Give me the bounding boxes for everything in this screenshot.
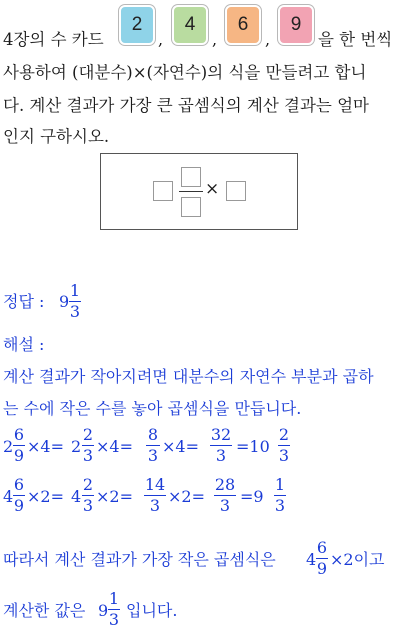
explanation-line-2: 는 수에 작은 수를 놓아 곱셈식을 만듭니다. <box>3 399 302 418</box>
line6-denominator: 3 <box>108 610 120 629</box>
fraction-bar <box>179 191 203 192</box>
eq2-num-2: 2 <box>82 475 94 494</box>
eq1-num-3: 8 <box>147 425 159 444</box>
eq2-num-1: 6 <box>13 475 25 494</box>
eq2-times-3: ×2= <box>168 487 205 506</box>
answer-numerator: 1 <box>69 281 81 300</box>
line6-end: 입니다. <box>126 601 178 620</box>
eq2-whole-1: 4 <box>3 487 14 506</box>
card-value: 4 <box>184 14 196 35</box>
eq2-num-5: 1 <box>274 475 286 494</box>
answer-whole: 9 <box>59 292 70 311</box>
line6-whole: 9 <box>98 601 109 620</box>
number-card-2 <box>119 5 155 45</box>
answer-label: 정답 : <box>3 292 45 311</box>
eq1-den-3: 3 <box>147 446 159 465</box>
question-line-3: 다. 계산 결과가 가장 큰 곱셈식의 계산 결과는 얼마 <box>3 96 369 115</box>
whole-box <box>153 181 173 201</box>
card-value: 9 <box>290 14 302 35</box>
question-line-1-end: 을 한 번씩 <box>318 30 393 49</box>
line5-denominator: 9 <box>316 559 328 578</box>
number-card-9 <box>278 5 314 45</box>
eq2-result-whole: =9 <box>240 487 264 506</box>
eq1-times-1: ×4= <box>27 437 64 456</box>
expression-panel <box>100 153 298 230</box>
eq1-result-whole: =10 <box>236 437 270 456</box>
line5-whole: 4 <box>306 550 317 569</box>
multiplier-box <box>226 181 246 201</box>
eq1-whole-1: 2 <box>3 437 14 456</box>
card-value: 2 <box>131 14 143 35</box>
comma: , <box>265 30 271 49</box>
eq2-times-1: ×2= <box>27 487 64 506</box>
eq2-den-5: 3 <box>274 496 286 515</box>
eq1-num-2: 2 <box>82 425 94 444</box>
eq1-times-2: ×4= <box>96 437 133 456</box>
eq2-den-3: 3 <box>149 496 161 515</box>
eq2-whole-2: 4 <box>71 487 82 506</box>
eq2-num-4: 28 <box>214 475 236 494</box>
eq2-den-4: 3 <box>219 496 231 515</box>
denominator-box <box>181 197 201 217</box>
explanation-line-5: 따라서 계산 결과가 가장 작은 곱셈식은 <box>3 550 276 569</box>
eq1-num-5: 2 <box>278 425 290 444</box>
comma: , <box>158 30 164 49</box>
numerator-box <box>181 167 201 187</box>
eq2-den-1: 9 <box>13 496 25 515</box>
eq1-whole-2: 2 <box>71 437 82 456</box>
eq2-den-2: 3 <box>82 496 94 515</box>
question-line-4: 인지 구하시오. <box>3 127 110 146</box>
explanation-line-6: 계산한 값은 <box>3 601 86 620</box>
answer-denominator: 3 <box>69 302 81 321</box>
explanation-line-1: 계산 결과가 작아지려면 대분수의 자연수 부분과 곱하 <box>3 367 374 386</box>
question-line-2: 사용하여 (대분수)×(자연수)의 식을 만들려고 합니 <box>3 63 367 82</box>
eq1-den-5: 3 <box>278 446 290 465</box>
card-value: 6 <box>237 14 249 35</box>
number-card-6 <box>225 5 261 45</box>
eq2-times-2: ×2= <box>96 487 133 506</box>
eq1-den-4: 3 <box>215 446 227 465</box>
eq1-num-1: 6 <box>13 425 25 444</box>
number-card-4 <box>172 5 208 45</box>
eq1-den-2: 3 <box>82 446 94 465</box>
times-sign: × <box>205 179 220 199</box>
line5-numerator: 6 <box>316 538 328 557</box>
line6-numerator: 1 <box>108 589 120 608</box>
comma: , <box>212 30 218 49</box>
question-line-1: 4장의 수 카드 <box>3 30 104 49</box>
eq1-den-1: 9 <box>13 446 25 465</box>
eq1-num-4: 32 <box>210 425 232 444</box>
eq1-times-3: ×4= <box>162 437 199 456</box>
explanation-label: 해설 : <box>3 335 45 354</box>
eq2-num-3: 14 <box>144 475 166 494</box>
line5-end: ×2이고 <box>330 550 385 569</box>
